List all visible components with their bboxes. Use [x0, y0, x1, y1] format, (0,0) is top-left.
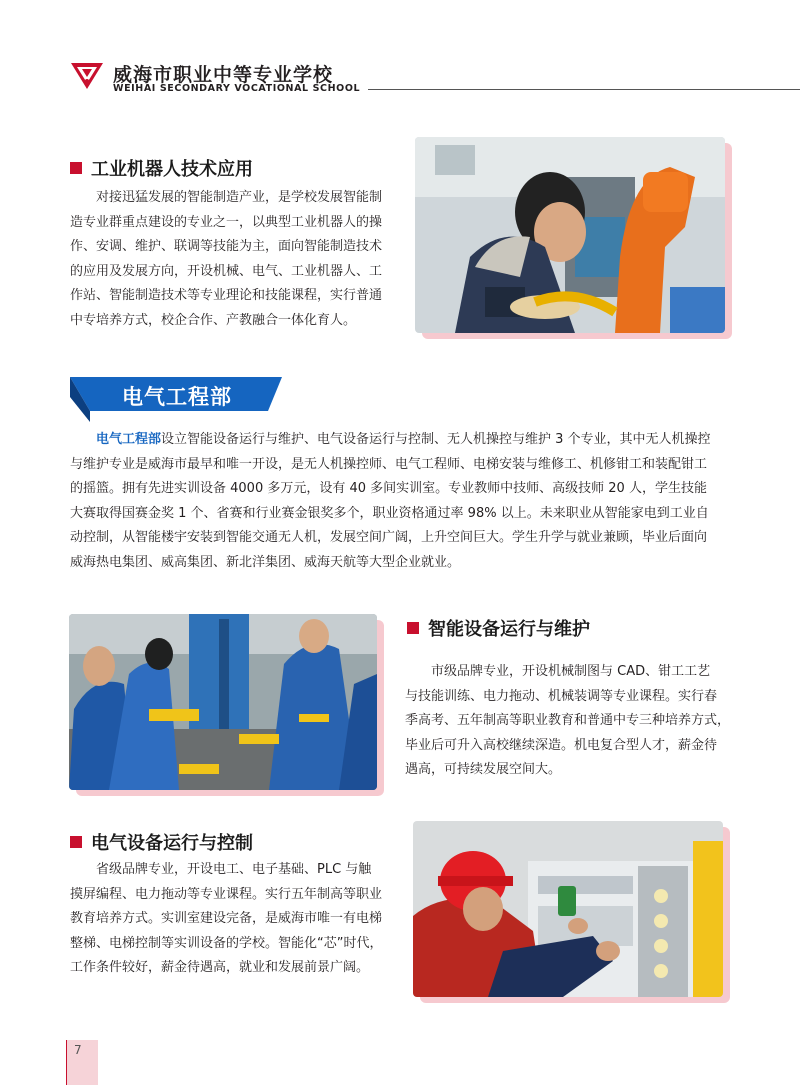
text-line: 作站、智能制造技术等专业理论和技能课程，实行普通 [70, 288, 383, 303]
text-line: 的摇篮。拥有先进实训设备 4000 多万元，设有 40 多间实训室。专业教师中技师、高级技师 20 人，学生技能 [70, 481, 707, 496]
text-line: 设立智能设备运行与维护、电气设备运行与控制、无人机操控与维护 3 个专业，其中无人机操控 [161, 432, 711, 447]
text-line: 与技能训练、电力拖动、机械装调等专业课程。实行春 [405, 688, 718, 704]
electrician-panel-photo [413, 821, 723, 997]
school-logo [70, 60, 104, 90]
text-line: 毕业后可升入高校继续深造。机电复合型人才，薪金待 [405, 737, 718, 753]
robot-section-title: 工业机器人技术应用 [91, 159, 253, 180]
text-line: 市级品牌专业，开设机械制图与 CAD、钳工工艺 [431, 664, 711, 679]
square-bullet-icon [70, 836, 82, 848]
electric-section-text [70, 858, 400, 981]
text-line: 与维护专业是威海市最早和唯一开设，是无人机操控师、电气工程师、电梯安装与维修工、机修钳工和装配钳工 [70, 456, 708, 472]
smart-section-title: 智能设备运行与维护 [428, 619, 590, 640]
school-name-en: WEIHAI SECONDARY VOCATIONAL SCHOOL [113, 83, 361, 94]
text-line: 省级品牌专业，开设电工、电子基础、PLC 与触 [96, 862, 372, 877]
footer-rule [66, 1040, 67, 1085]
page-number: 7 [74, 1043, 82, 1057]
square-bullet-icon [407, 622, 419, 634]
robot-section-heading [70, 155, 253, 181]
department-name-highlight: 电气工程部 [96, 432, 162, 447]
text-line: 工作条件较好，薪金待遇高，就业和发展前景广阔。 [70, 960, 370, 975]
header-divider [368, 89, 800, 90]
text-line: 摸屏编程、电力拖动等专业课程。实行五年制高等职业 [70, 886, 383, 902]
text-line: 动控制，从智能楼宇安装到智能交通无人机，发展空间广阔，上升空间巨大。学生升学与就业兼顾，毕业后面向 [70, 530, 708, 545]
text-line: 季高考、五年制高等职业教育和普通中专三种培养方式， [405, 713, 731, 728]
text-line: 遇高，可持续发展空间大。 [405, 762, 562, 777]
text-line: 作、安调、维护、联调等技能为主，面向智能制造技术 [70, 239, 383, 254]
smart-section-heading [407, 615, 590, 641]
school-name-cn: 威海市职业中等专业学校 [113, 64, 334, 86]
square-bullet-icon [70, 162, 82, 174]
text-line: 教育培养方式。实训室建设完备，是威海市唯一有电梯 [70, 911, 383, 926]
footer-tab [66, 1040, 98, 1085]
electric-section-title: 电气设备运行与控制 [91, 833, 253, 854]
robot-training-photo [415, 137, 725, 333]
fitter-workshop-photo [69, 614, 377, 790]
electric-section-heading [70, 829, 253, 855]
text-line: 整梯、电梯控制等实训设备的学校。智能化“芯”时代， [70, 935, 383, 951]
department-banner-title: 电气工程部 [122, 385, 232, 409]
smart-section-text [405, 660, 735, 783]
text-line: 威海热电集团、威高集团、新北洋集团、威海天航等大型企业就业。 [70, 554, 461, 570]
text-line: 中专培养方式，校企合作、产教融合一体化育人。 [70, 312, 357, 328]
text-line: 大赛取得国赛金奖 1 个、省赛和行业赛金银奖多个，职业资格通过率 98% 以上。未来职业从智能家电到工业自 [70, 505, 709, 521]
department-intro [70, 428, 732, 575]
text-line: 对接迅猛发展的智能制造产业，是学校发展智能制 [96, 190, 383, 205]
robot-section-text [70, 186, 400, 333]
text-line: 造专业群重点建设的专业之一，以典型工业机器人的操 [70, 214, 383, 230]
text-line: 的应用及发展方向，开设机械、电气、工业机器人、工 [70, 263, 383, 279]
